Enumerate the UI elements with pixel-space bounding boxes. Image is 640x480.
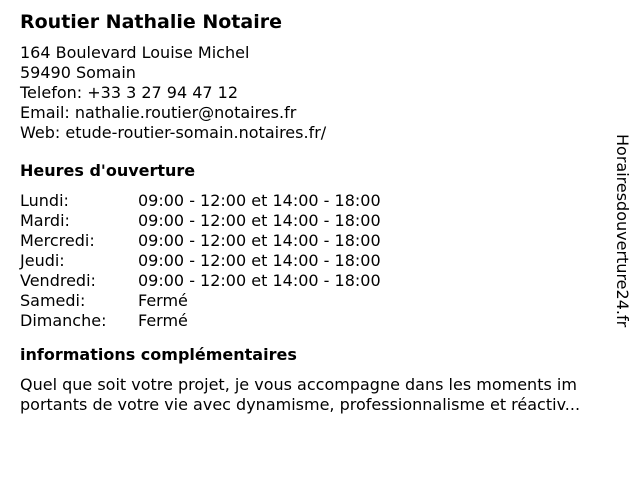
web-line: Web: etude-routier-somain.notaires.fr/ [20, 123, 327, 142]
day-hours: Fermé [138, 291, 188, 310]
hours-row-saturday [20, 291, 620, 311]
email-line: Email: nathalie.routier@notaires.fr [20, 103, 297, 122]
additional-info-heading: informations complémentaires [20, 345, 297, 364]
day-label: Dimanche: [20, 311, 107, 330]
address-line-1: 164 Boulevard Louise Michel [20, 43, 250, 62]
day-hours: 09:00 - 12:00 et 14:00 - 18:00 [138, 271, 381, 290]
day-label: Mercredi: [20, 231, 95, 250]
hours-row-sunday [20, 311, 620, 331]
watermark-text: Horairesdouverture24.fr [613, 134, 632, 328]
hours-row-monday [20, 191, 620, 211]
additional-info-text: Quel que soit votre projet, je vous accompagne dans les moments im portants de votre vie avec dynamisme, professionnalisme et réactiv... [20, 375, 581, 414]
hours-row-tuesday [20, 211, 620, 231]
hours-row-friday [20, 271, 620, 291]
day-label: Samedi: [20, 291, 86, 310]
day-hours: Fermé [138, 311, 188, 330]
day-label: Jeudi: [20, 251, 65, 270]
address-line-2: 59490 Somain [20, 63, 136, 82]
day-hours: 09:00 - 12:00 et 14:00 - 18:00 [138, 211, 381, 230]
opening-hours-heading: Heures d'ouverture [20, 161, 196, 180]
day-label: Vendredi: [20, 271, 96, 290]
business-name: Routier Nathalie Notaire [20, 11, 282, 33]
day-label: Lundi: [20, 191, 69, 210]
day-hours: 09:00 - 12:00 et 14:00 - 18:00 [138, 191, 381, 210]
phone-line: Telefon: +33 3 27 94 47 12 [20, 83, 239, 102]
hours-row-wednesday [20, 231, 620, 251]
opening-hours-table [20, 191, 620, 331]
business-card [20, 10, 620, 415]
day-hours: 09:00 - 12:00 et 14:00 - 18:00 [138, 251, 381, 270]
day-hours: 09:00 - 12:00 et 14:00 - 18:00 [138, 231, 381, 250]
hours-row-thursday [20, 251, 620, 271]
watermark [613, 134, 631, 344]
day-label: Mardi: [20, 211, 70, 230]
